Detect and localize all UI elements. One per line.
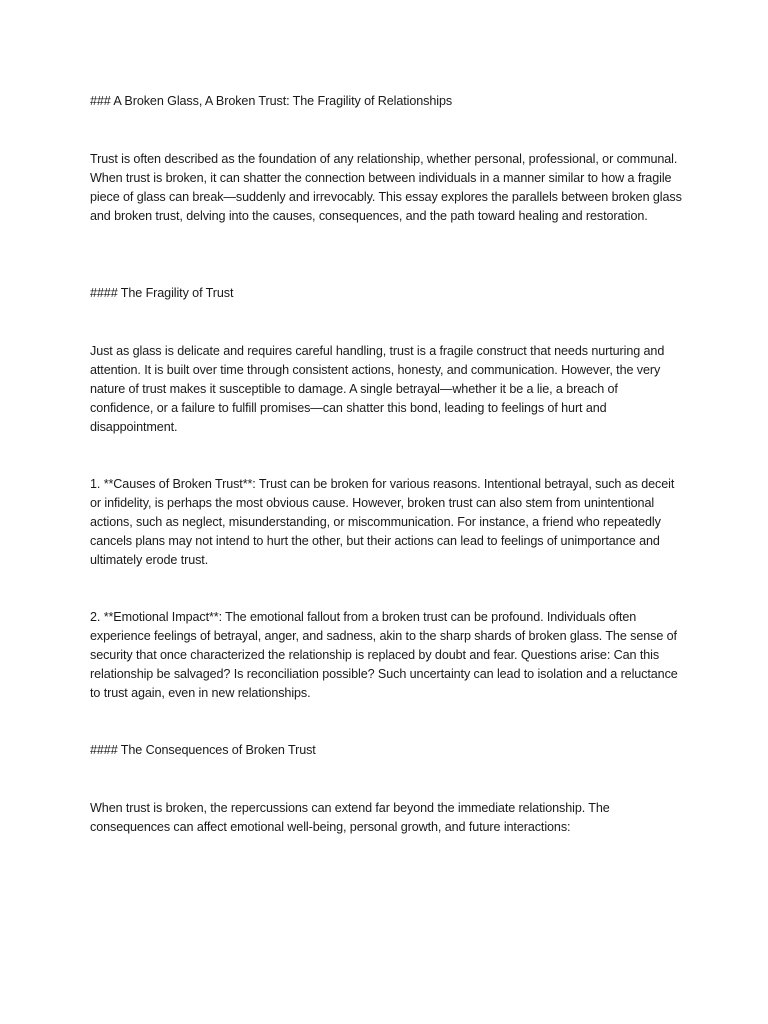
fragility-paragraph: Just as glass is delicate and requires careful handling, trust is a fragile construct that needs nurturing and attention. It is built over time through consistent actions, honesty, and communication. However, the very nature of trust makes it susceptible to damage. A single betrayal—whether it be a lie, a breach of confidence, or a failure to fulfill promises—can shatter this bond, leading to feelings of hurt and disappointment. [90,344,665,434]
document-title: ### A Broken Glass, A Broken Trust: The Fragility of Relationships [90,94,453,108]
section-heading-consequences: #### The Consequences of Broken Trust [90,743,316,757]
causes-list-item: 1. **Causes of Broken Trust**: Trust can be broken for various reasons. Intentional betrayal, such as deceit or infidelity, is perhaps the most obvious cause. However, broken trust can also stem from unintentional actions, such as neglect, misunderstanding, or miscommunication. For instance, a friend who repeatedly cancels plans may not intend to hurt the other, but their actions can lead to feelings of unimportance and ultimately erode trust. [90,477,675,567]
intro-paragraph: Trust is often described as the foundation of any relationship, whether personal, professional, or communal. When trust is broken, it can shatter the connection between individuals in a manner similar to how a fragile piece of glass can break—suddenly and irrevocably. This essay explores the parallels between broken glass and broken trust, delving into the causes, consequences, and the path toward healing and restoration. [90,152,682,223]
section-heading-fragility: #### The Fragility of Trust [90,286,234,300]
consequences-paragraph: When trust is broken, the repercussions can extend far beyond the immediate relationship. The consequences can affect emotional well-being, personal growth, and future interactions: [90,801,610,834]
emotional-impact-list-item: 2. **Emotional Impact**: The emotional fallout from a broken trust can be profound. Individuals often experience feelings of betrayal, anger, and sadness, akin to the sharp shards of broken glass. The sense of security that once characterized the relationship is replaced by doubt and fear. Questions arise: Can this relationship be salvaged? Is reconciliation possible? Such uncertainty can lead to isolation and a reluctance to trust again, even in new relationships. [90,610,678,700]
